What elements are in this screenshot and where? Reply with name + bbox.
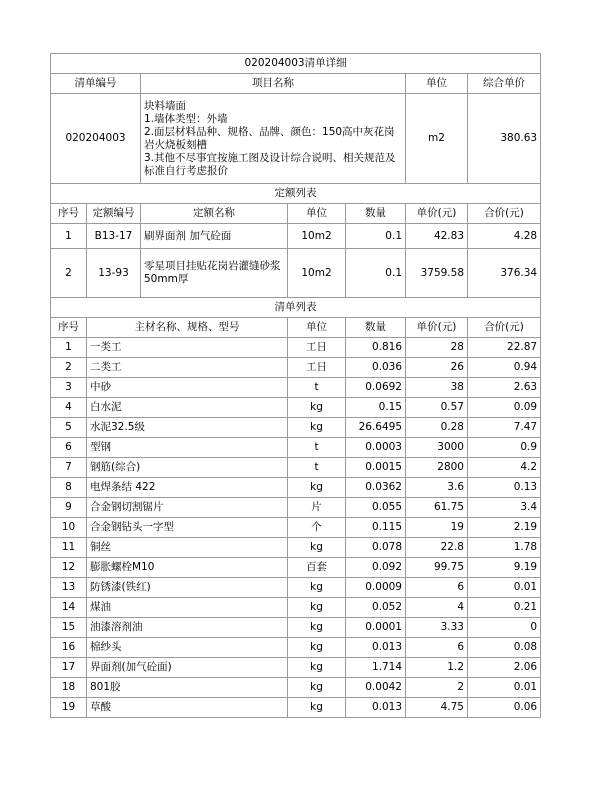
material-name: 水泥32.5级 (87, 418, 288, 438)
bill-detail-table (50, 53, 541, 718)
desc-line: 3.其他不尽事宜按施工图及设计综合说明、相关规范及标准自行考虑报价 (144, 151, 396, 177)
material-name: 801胶 (87, 678, 288, 698)
quota-header-name: 定额名称 (141, 204, 288, 224)
material-unit: 工日 (288, 338, 346, 358)
material-row (51, 498, 541, 518)
material-unit: 工日 (288, 358, 346, 378)
material-total: 0 (468, 618, 541, 638)
material-seq: 12 (51, 558, 87, 578)
material-seq: 14 (51, 598, 87, 618)
quota-unit: 10m2 (288, 249, 346, 298)
material-unit: kg (288, 578, 346, 598)
material-total: 0.94 (468, 358, 541, 378)
material-name: 钢筋(综合) (87, 458, 288, 478)
material-name: 煤油 (87, 598, 288, 618)
material-row (51, 578, 541, 598)
material-price: 0.57 (406, 398, 468, 418)
material-name: 中砂 (87, 378, 288, 398)
material-row (51, 658, 541, 678)
material-seq: 13 (51, 578, 87, 598)
quota-header-unit: 单位 (288, 204, 346, 224)
material-qty: 0.115 (346, 518, 406, 538)
desc-line: 1.墙体类型：外墙 (144, 112, 228, 125)
material-total: 22.87 (468, 338, 541, 358)
material-total: 2.19 (468, 518, 541, 538)
header-name: 项目名称 (141, 74, 406, 94)
material-price: 26 (406, 358, 468, 378)
material-row (51, 518, 541, 538)
material-total: 1.78 (468, 538, 541, 558)
material-price: 1.2 (406, 658, 468, 678)
material-row (51, 358, 541, 378)
material-seq: 10 (51, 518, 87, 538)
material-name: 铜丝 (87, 538, 288, 558)
material-row (51, 698, 541, 718)
desc-line: 2.面层材料品种、规格、品牌、颜色：150高中灰花岗岩火烧板刻槽 (144, 125, 395, 151)
material-qty: 0.092 (346, 558, 406, 578)
header-unit: 单位 (406, 74, 468, 94)
material-unit: kg (288, 418, 346, 438)
quota-price: 42.83 (406, 224, 468, 249)
quota-code: B13-17 (87, 224, 141, 249)
material-name: 合金钢切割锯片 (87, 498, 288, 518)
material-row (51, 378, 541, 398)
material-qty: 0.0042 (346, 678, 406, 698)
material-seq: 16 (51, 638, 87, 658)
table-title: 020204003清单详细 (51, 54, 541, 74)
material-name: 型钢 (87, 438, 288, 458)
material-row (51, 538, 541, 558)
material-seq: 17 (51, 658, 87, 678)
material-price: 4.75 (406, 698, 468, 718)
material-name: 二类工 (87, 358, 288, 378)
quota-header-code: 定额编号 (87, 204, 141, 224)
material-qty: 0.013 (346, 638, 406, 658)
material-total: 0.08 (468, 638, 541, 658)
material-total: 3.4 (468, 498, 541, 518)
material-unit: 个 (288, 518, 346, 538)
material-seq: 18 (51, 678, 87, 698)
desc-line: 块料墙面 (144, 99, 186, 112)
material-qty: 26.6495 (346, 418, 406, 438)
material-unit: t (288, 378, 346, 398)
material-unit: 百套 (288, 558, 346, 578)
item-code: 020204003 (51, 94, 141, 184)
quota-seq: 1 (51, 224, 87, 249)
quota-name: 刷界面剂 加气砼面 (141, 224, 288, 249)
material-total: 0.01 (468, 678, 541, 698)
item-description (141, 94, 406, 184)
material-qty: 0.816 (346, 338, 406, 358)
quota-code: 13-93 (87, 249, 141, 298)
material-price: 19 (406, 518, 468, 538)
quota-price: 3759.58 (406, 249, 468, 298)
material-unit: kg (288, 698, 346, 718)
material-total: 0.21 (468, 598, 541, 618)
material-total: 2.63 (468, 378, 541, 398)
material-price: 61.75 (406, 498, 468, 518)
quota-seq: 2 (51, 249, 87, 298)
quota-unit: 10m2 (288, 224, 346, 249)
material-seq: 6 (51, 438, 87, 458)
quota-header-total: 合价(元) (468, 204, 541, 224)
material-qty: 0.0015 (346, 458, 406, 478)
material-name: 电焊条结 422 (87, 478, 288, 498)
item-unit: m2 (406, 94, 468, 184)
material-qty: 0.15 (346, 398, 406, 418)
material-qty: 0.013 (346, 698, 406, 718)
material-row (51, 438, 541, 458)
material-total: 9.19 (468, 558, 541, 578)
material-header-name: 主材名称、规格、型号 (87, 318, 288, 338)
material-name: 草酸 (87, 698, 288, 718)
quota-header-qty: 数量 (346, 204, 406, 224)
header-code: 清单编号 (51, 74, 141, 94)
material-name: 防锈漆(铁红) (87, 578, 288, 598)
material-unit: kg (288, 678, 346, 698)
material-total: 0.13 (468, 478, 541, 498)
material-name: 膨胀螺栓M10 (87, 558, 288, 578)
material-row (51, 398, 541, 418)
material-total: 0.09 (468, 398, 541, 418)
material-unit: kg (288, 658, 346, 678)
material-qty: 1.714 (346, 658, 406, 678)
material-qty: 0.052 (346, 598, 406, 618)
material-unit: 片 (288, 498, 346, 518)
material-total: 7.47 (468, 418, 541, 438)
material-name: 合金钢钻头一字型 (87, 518, 288, 538)
material-unit: kg (288, 638, 346, 658)
material-price: 22.8 (406, 538, 468, 558)
material-unit: kg (288, 478, 346, 498)
quota-header-seq: 序号 (51, 204, 87, 224)
material-price: 6 (406, 578, 468, 598)
quota-row (51, 249, 541, 298)
quota-total: 376.34 (468, 249, 541, 298)
material-seq: 5 (51, 418, 87, 438)
material-row (51, 418, 541, 438)
material-total: 0.9 (468, 438, 541, 458)
quota-section-title: 定额列表 (51, 184, 541, 204)
material-seq: 9 (51, 498, 87, 518)
material-price: 3.33 (406, 618, 468, 638)
material-row (51, 678, 541, 698)
material-name: 油漆溶剂油 (87, 618, 288, 638)
material-qty: 0.055 (346, 498, 406, 518)
material-name: 一类工 (87, 338, 288, 358)
material-seq: 3 (51, 378, 87, 398)
material-row (51, 558, 541, 578)
material-price: 99.75 (406, 558, 468, 578)
material-seq: 8 (51, 478, 87, 498)
material-row (51, 338, 541, 358)
material-row (51, 478, 541, 498)
material-qty: 0.0001 (346, 618, 406, 638)
material-unit: kg (288, 398, 346, 418)
material-seq: 11 (51, 538, 87, 558)
material-qty: 0.0003 (346, 438, 406, 458)
material-row (51, 458, 541, 478)
material-total: 2.06 (468, 658, 541, 678)
material-name: 白水泥 (87, 398, 288, 418)
material-price: 3000 (406, 438, 468, 458)
quota-qty: 0.1 (346, 224, 406, 249)
material-seq: 4 (51, 398, 87, 418)
material-price: 28 (406, 338, 468, 358)
material-section-title: 清单列表 (51, 298, 541, 318)
quota-row (51, 224, 541, 249)
material-price: 2800 (406, 458, 468, 478)
material-qty: 0.0362 (346, 478, 406, 498)
material-qty: 0.036 (346, 358, 406, 378)
material-header-total: 合价(元) (468, 318, 541, 338)
header-price: 综合单价 (468, 74, 541, 94)
material-header-unit: 单位 (288, 318, 346, 338)
material-header-price: 单价(元) (406, 318, 468, 338)
material-qty: 0.0009 (346, 578, 406, 598)
material-price: 3.6 (406, 478, 468, 498)
material-unit: kg (288, 618, 346, 638)
material-unit: t (288, 438, 346, 458)
material-price: 38 (406, 378, 468, 398)
material-name: 棉纱头 (87, 638, 288, 658)
material-price: 4 (406, 598, 468, 618)
material-price: 2 (406, 678, 468, 698)
material-header-qty: 数量 (346, 318, 406, 338)
quota-name: 零星项目挂贴花岗岩灌缝砂浆50mm厚 (141, 249, 288, 298)
material-header-seq: 序号 (51, 318, 87, 338)
material-row (51, 598, 541, 618)
material-seq: 7 (51, 458, 87, 478)
material-price: 6 (406, 638, 468, 658)
material-qty: 0.078 (346, 538, 406, 558)
material-unit: kg (288, 598, 346, 618)
material-total: 0.01 (468, 578, 541, 598)
quota-header-price: 单价(元) (406, 204, 468, 224)
material-seq: 2 (51, 358, 87, 378)
material-name: 界面剂(加气砼面) (87, 658, 288, 678)
item-price: 380.63 (468, 94, 541, 184)
material-qty: 0.0692 (346, 378, 406, 398)
material-unit: kg (288, 538, 346, 558)
material-seq: 19 (51, 698, 87, 718)
material-row (51, 638, 541, 658)
material-seq: 15 (51, 618, 87, 638)
material-unit: t (288, 458, 346, 478)
material-row (51, 618, 541, 638)
material-price: 0.28 (406, 418, 468, 438)
material-seq: 1 (51, 338, 87, 358)
material-total: 0.06 (468, 698, 541, 718)
quota-qty: 0.1 (346, 249, 406, 298)
material-total: 4.2 (468, 458, 541, 478)
quota-total: 4.28 (468, 224, 541, 249)
